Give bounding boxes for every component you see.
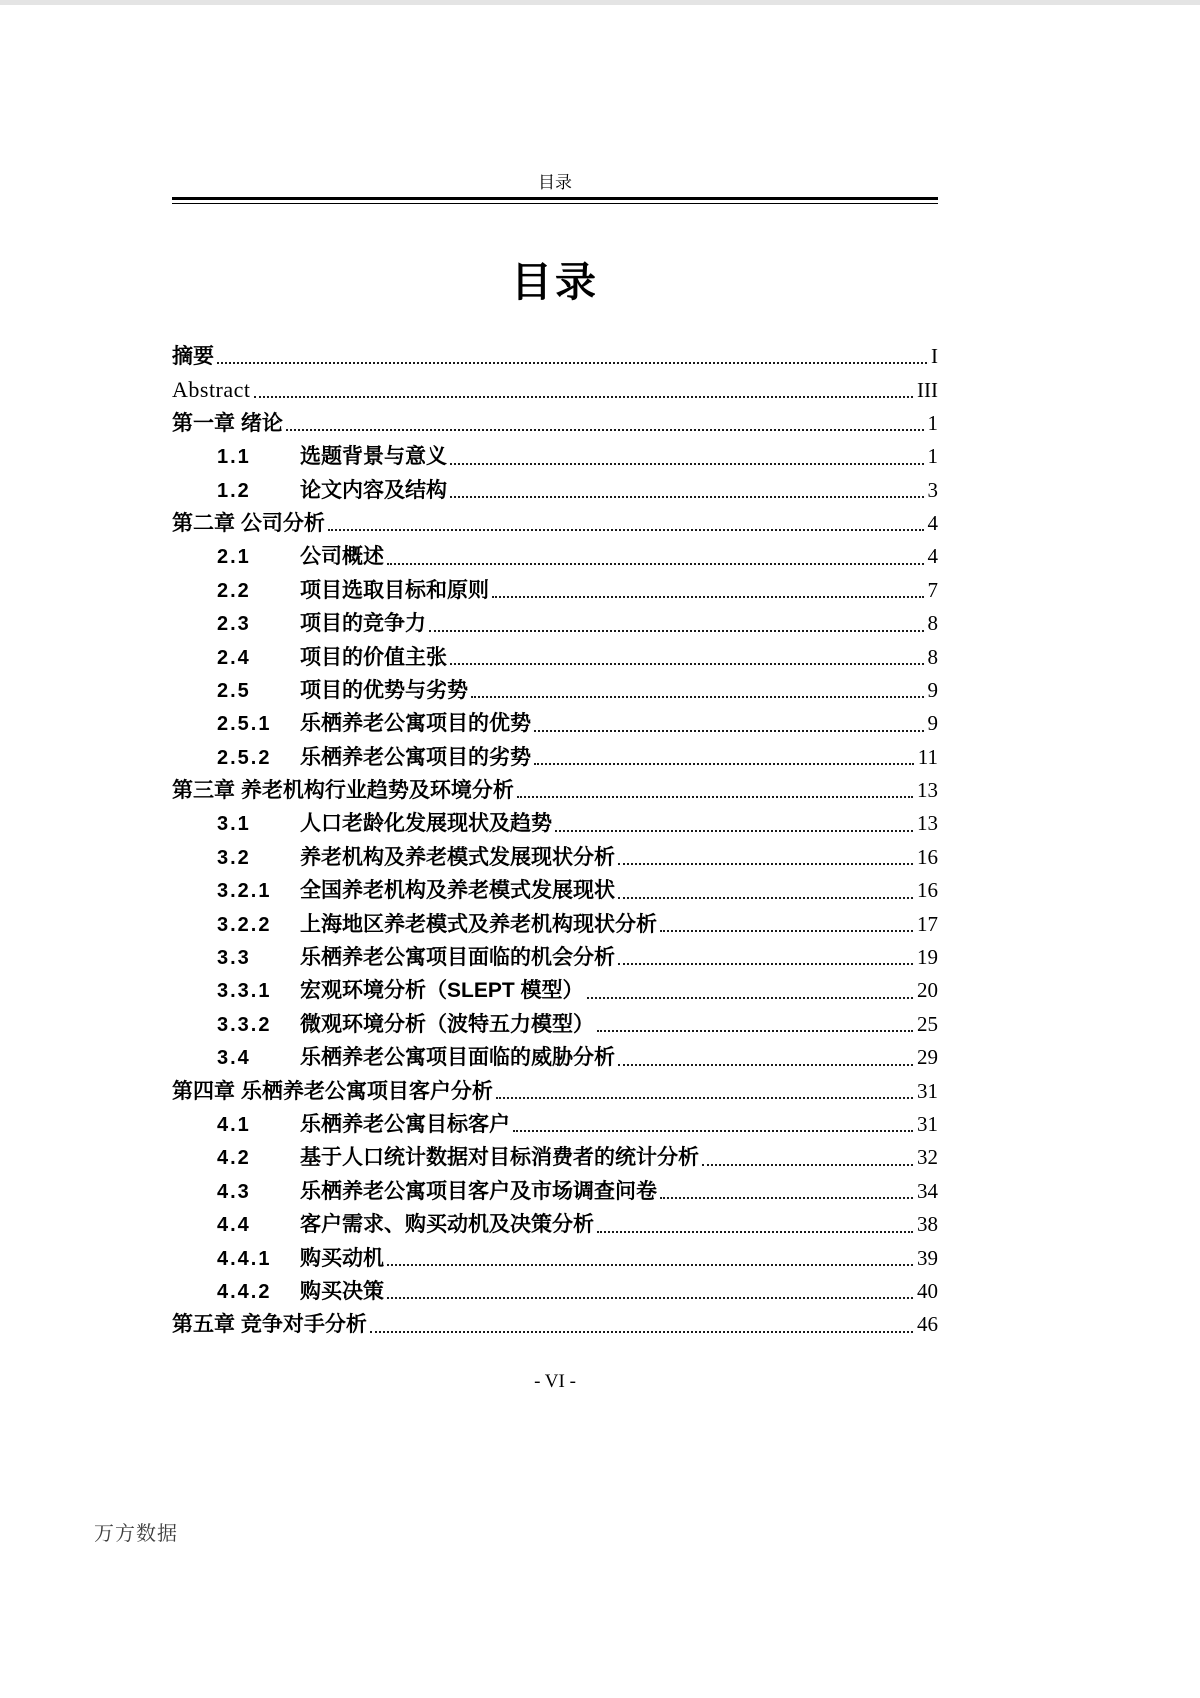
toc-entry-label: 第二章 公司分析 xyxy=(172,511,325,535)
toc-leader-dots xyxy=(534,741,914,774)
toc-entry-page: 8 xyxy=(927,611,938,636)
toc-entry-number: 3.3.2 xyxy=(217,1013,272,1036)
toc-leader-dots xyxy=(370,1308,913,1341)
toc-entry-page: 4 xyxy=(927,510,938,535)
toc-entry[interactable] xyxy=(172,974,938,1007)
toc-entry-number: 4.4.1 xyxy=(217,1247,272,1270)
toc-entry[interactable] xyxy=(172,474,938,507)
toc-entry-page: 34 xyxy=(917,1178,938,1203)
toc-entry-page: 3 xyxy=(927,477,938,502)
toc-leader-dots xyxy=(618,874,913,907)
toc-leader-dots xyxy=(286,407,924,440)
toc-entry-number: 3.3 xyxy=(217,947,251,970)
toc-entry-number: 4.1 xyxy=(217,1113,251,1136)
toc-leader-dots xyxy=(618,941,913,974)
toc-entry-page: 9 xyxy=(927,677,938,702)
toc-entry[interactable] xyxy=(172,908,938,941)
toc-entry[interactable] xyxy=(172,540,938,573)
toc-entry-number: 2.1 xyxy=(217,546,251,569)
toc-entry-number: 3.1 xyxy=(217,813,251,836)
toc-entry-label: 乐栖养老公寓项目面临的威胁分析 xyxy=(300,1046,615,1070)
wanfang-watermark: 万方数据 xyxy=(94,1523,178,1545)
toc-leader-dots xyxy=(387,1275,913,1308)
toc-entry-number: 4.2 xyxy=(217,1147,251,1170)
toc-entry-number: 4.4 xyxy=(217,1214,251,1237)
toc-leader-dots xyxy=(660,908,913,941)
toc-entry-page: 29 xyxy=(917,1045,938,1070)
toc-entry-page: 1 xyxy=(927,444,938,469)
toc-entry[interactable] xyxy=(172,1275,938,1308)
toc-entry-number: 1.1 xyxy=(217,446,251,469)
toc-entry-label: 基于人口统计数据对目标消费者的统计分析 xyxy=(300,1146,699,1170)
toc-entry[interactable] xyxy=(172,607,938,640)
toc-entry[interactable] xyxy=(172,707,938,740)
toc-entry-number: 4.3 xyxy=(217,1180,251,1203)
toc-entry-page: 1 xyxy=(927,410,938,435)
toc-entry-number: 2.4 xyxy=(217,646,251,669)
toc-entry-page: 16 xyxy=(917,878,938,903)
toc-entry-label: 购买动机 xyxy=(300,1246,384,1270)
toc-leader-dots xyxy=(660,1175,913,1208)
toc-leader-dots xyxy=(534,707,924,740)
toc-entry-label: 摘要 xyxy=(172,345,214,368)
toc-entry[interactable] xyxy=(172,641,938,674)
toc-entry-page: 13 xyxy=(917,778,938,803)
toc-entry-page: 40 xyxy=(917,1278,938,1303)
toc-entry-label: 上海地区养老模式及养老机构现状分析 xyxy=(300,912,657,936)
toc-leader-dots xyxy=(328,507,924,540)
toc-entry[interactable] xyxy=(172,774,938,807)
running-header-title: 目录 xyxy=(538,173,572,192)
toc-entry-label: 乐栖养老公寓项目面临的机会分析 xyxy=(300,946,615,970)
toc-entry-label: 乐栖养老公寓项目客户及市场调查问卷 xyxy=(300,1179,657,1203)
toc-leader-dots xyxy=(254,373,913,406)
toc-entry-number: 3.2.2 xyxy=(217,913,272,936)
toc-entry-page: 46 xyxy=(917,1312,938,1337)
toc-leader-dots xyxy=(517,774,913,807)
page-content xyxy=(172,0,938,1342)
toc-leader-dots xyxy=(597,1208,913,1241)
toc-entry-page: I xyxy=(931,344,938,368)
toc-leader-dots xyxy=(450,474,924,507)
toc-entry-label: 公司概述 xyxy=(300,545,384,569)
toc-entry-page: 11 xyxy=(917,744,938,769)
toc-entry-label: 乐栖养老公寓目标客户 xyxy=(300,1112,510,1136)
toc-entry-label: 客户需求、购买动机及决策分析 xyxy=(300,1213,594,1237)
toc-entry[interactable] xyxy=(172,1041,938,1074)
toc-leader-dots xyxy=(618,1041,913,1074)
toc-entry-label: 项目的竞争力 xyxy=(300,612,426,636)
toc-entry-label: Abstract xyxy=(172,377,251,403)
toc-leader-dots xyxy=(450,440,924,473)
toc-entry[interactable] xyxy=(172,841,938,874)
toc-entry-label: 第四章 乐栖养老公寓项目客户分析 xyxy=(172,1079,493,1103)
toc-leader-dots xyxy=(450,641,924,674)
toc-entry[interactable] xyxy=(172,574,938,607)
toc-entry-label: 乐栖养老公寓项目的优势 xyxy=(300,712,531,736)
toc-entry-number: 3.4 xyxy=(217,1047,251,1070)
toc-entry-number: 2.3 xyxy=(217,613,251,636)
toc-leader-dots xyxy=(587,974,913,1007)
toc-entry-page: 16 xyxy=(917,844,938,869)
toc-entry[interactable] xyxy=(172,941,938,974)
toc-list xyxy=(172,340,938,1342)
toc-leader-dots xyxy=(555,807,913,840)
toc-entry-page: 31 xyxy=(917,1111,938,1136)
toc-entry[interactable] xyxy=(172,741,938,774)
toc-entry-label: 项目的价值主张 xyxy=(300,645,447,669)
toc-entry-label: 购买决策 xyxy=(300,1279,384,1303)
toc-entry-label: 全国养老机构及养老模式发展现状 xyxy=(300,879,615,903)
toc-entry[interactable] xyxy=(172,407,938,440)
toc-entry-label: 项目选取目标和原则 xyxy=(300,578,489,602)
toc-entry-number: 2.5.1 xyxy=(217,713,272,736)
toc-entry-number: 3.3.1 xyxy=(217,980,272,1003)
toc-entry[interactable] xyxy=(172,874,938,907)
toc-entry-page: 32 xyxy=(917,1145,938,1170)
toc-leader-dots xyxy=(387,1242,913,1275)
toc-entry-number: 3.2 xyxy=(217,846,251,869)
toc-entry[interactable] xyxy=(172,1008,938,1041)
toc-entry[interactable] xyxy=(172,373,938,406)
toc-leader-dots xyxy=(217,340,927,373)
toc-leader-dots xyxy=(618,841,913,874)
toc-leader-dots xyxy=(513,1108,913,1141)
toc-entry[interactable] xyxy=(172,340,938,373)
toc-entry[interactable] xyxy=(172,1108,938,1141)
toc-entry-page: 13 xyxy=(917,811,938,836)
toc-entry[interactable] xyxy=(172,1075,938,1108)
toc-entry-label: 第五章 竞争对手分析 xyxy=(172,1313,367,1337)
toc-entry-page: 17 xyxy=(917,911,938,936)
toc-entry-label: 养老机构及养老模式发展现状分析 xyxy=(300,845,615,869)
toc-title: 目录 xyxy=(511,259,599,305)
toc-entry-number: 1.2 xyxy=(217,479,251,502)
toc-entry[interactable] xyxy=(172,1175,938,1208)
toc-entry-page: 8 xyxy=(927,644,938,669)
toc-entry-label: 人口老龄化发展现状及趋势 xyxy=(300,812,552,836)
toc-entry-page: 38 xyxy=(917,1212,938,1237)
toc-entry-page: 31 xyxy=(917,1078,938,1103)
toc-entry[interactable] xyxy=(172,1208,938,1241)
toc-entry[interactable] xyxy=(172,1308,938,1341)
toc-entry-number: 2.5 xyxy=(217,679,251,702)
header-double-rule xyxy=(172,197,938,204)
toc-entry-label: 第一章 绪论 xyxy=(172,411,283,435)
page-number-footer: - VI - xyxy=(534,1371,576,1392)
toc-leader-dots xyxy=(429,607,924,640)
toc-entry[interactable] xyxy=(172,1242,938,1275)
toc-entry-number: 4.4.2 xyxy=(217,1280,272,1303)
toc-entry-label: 宏观环境分析（SLEPT 模型） xyxy=(300,979,584,1003)
toc-leader-dots xyxy=(702,1141,913,1174)
toc-entry-page: 9 xyxy=(927,711,938,736)
toc-entry-page: 39 xyxy=(917,1245,938,1270)
toc-entry-number: 2.5.2 xyxy=(217,746,272,769)
toc-entry-label: 乐栖养老公寓项目的劣势 xyxy=(300,745,531,769)
toc-entry-label: 论文内容及结构 xyxy=(300,478,447,502)
toc-entry[interactable] xyxy=(172,440,938,473)
toc-entry-page: III xyxy=(917,378,938,403)
toc-leader-dots xyxy=(597,1008,913,1041)
toc-leader-dots xyxy=(387,540,924,573)
toc-entry-page: 20 xyxy=(917,978,938,1003)
toc-entry-number: 2.2 xyxy=(217,579,251,602)
toc-leader-dots xyxy=(471,674,924,707)
toc-leader-dots xyxy=(496,1075,913,1108)
toc-entry-label: 微观环境分析（波特五力模型） xyxy=(300,1012,594,1036)
toc-entry-label: 项目的优势与劣势 xyxy=(300,678,468,702)
toc-entry[interactable] xyxy=(172,507,938,540)
toc-entry[interactable] xyxy=(172,807,938,840)
toc-leader-dots xyxy=(492,574,924,607)
toc-entry-page: 25 xyxy=(917,1011,938,1036)
toc-entry-page: 4 xyxy=(927,544,938,569)
toc-entry-number: 3.2.1 xyxy=(217,880,272,903)
toc-entry-page: 19 xyxy=(917,945,938,970)
toc-entry-label: 选题背景与意义 xyxy=(300,445,447,469)
toc-entry[interactable] xyxy=(172,1141,938,1174)
toc-entry[interactable] xyxy=(172,674,938,707)
toc-entry-label: 第三章 养老机构行业趋势及环境分析 xyxy=(172,779,514,803)
toc-entry-page: 7 xyxy=(927,577,938,602)
